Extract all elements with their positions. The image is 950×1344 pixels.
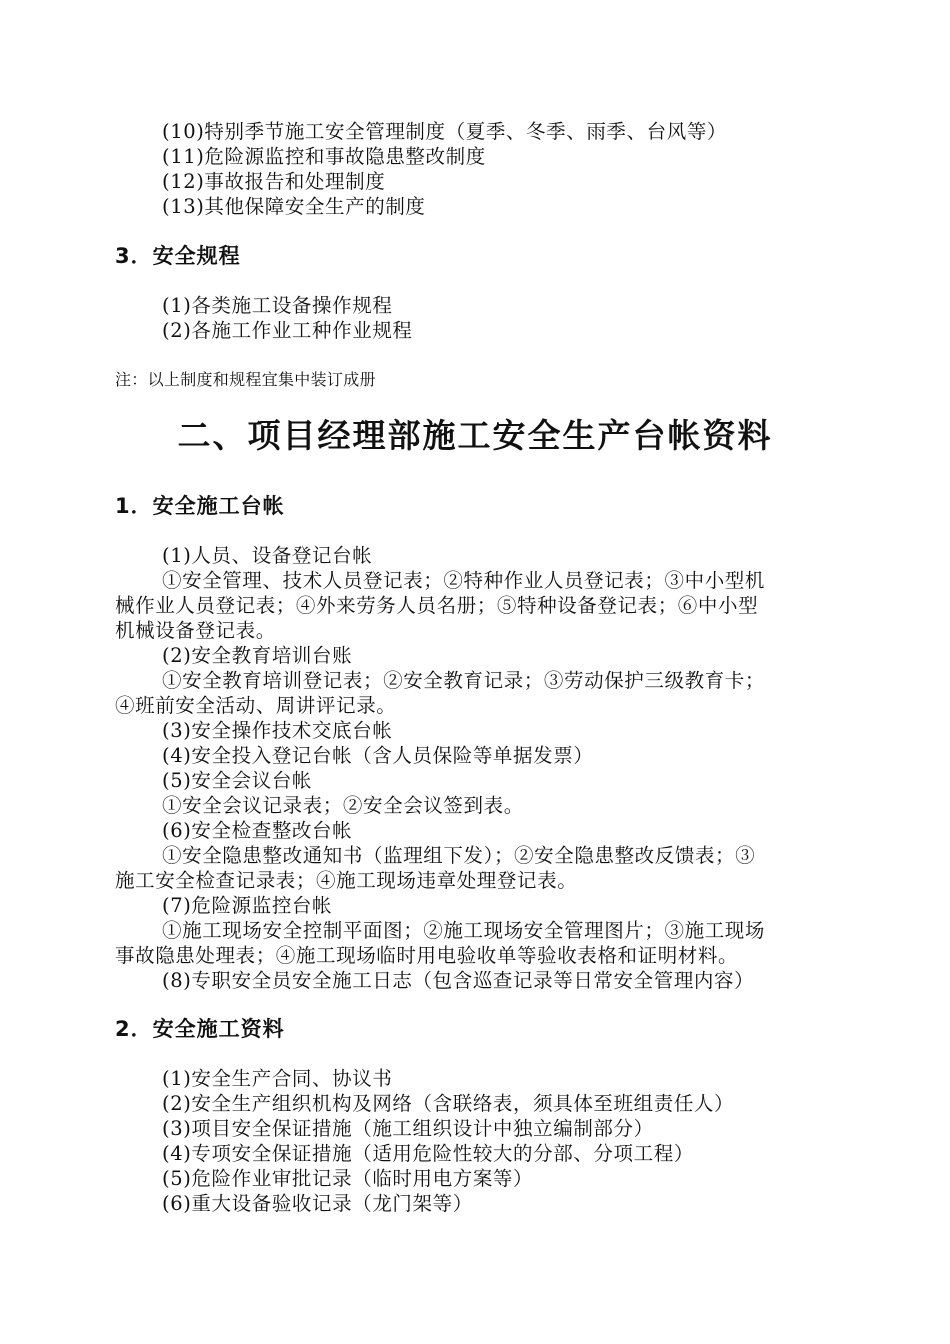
paragraph-line: (3)安全操作技术交底台帐 [162, 719, 393, 742]
paragraph-line: 机械设备登记表。 [115, 619, 276, 642]
paragraph-line: (6)安全检查整改台帐 [162, 819, 353, 842]
paragraph-line: ①安全隐患整改通知书（监理组下发）；②安全隐患整改反馈表；③ [162, 844, 756, 867]
paragraph-line: ①安全教育培训登记表；②安全教育记录；③劳动保护三级教育卡； [162, 669, 766, 692]
paragraph-line: (7)危险源监控台帐 [162, 894, 333, 917]
section-heading-ledger: 1．安全施工台帐 [115, 494, 285, 518]
list-item: (2)各施工作业工种作业规程 [162, 319, 413, 342]
list-item: (5)危险作业审批记录（临时用电方案等） [162, 1167, 534, 1190]
paragraph-line: 械作业人员登记表；④外来劳务人员名册；⑤特种设备登记表；⑥中小型 [115, 594, 759, 617]
list-item: (2)安全生产组织机构及网络（含联络表，须具体至班组责任人） [162, 1092, 735, 1115]
paragraph-line: (5)安全会议台帐 [162, 769, 313, 792]
list-item: (10)特别季节施工安全管理制度（夏季、冬季、雨季、台风等） [162, 120, 728, 143]
paragraph-line: (4)安全投入登记台帐（含人员保险等单据发票） [162, 744, 594, 767]
list-item: (12)事故报告和处理制度 [162, 170, 386, 193]
paragraph-line: (8)专职安全员安全施工日志（包含巡查记录等日常安全管理内容） [162, 969, 755, 992]
list-item: (1)安全生产合同、协议书 [162, 1067, 393, 1090]
paragraph-line: ①安全管理、技术人员登记表；②特种作业人员登记表；③中小型机 [162, 569, 766, 592]
section-heading-safety-rules: 3．安全规程 [115, 244, 241, 268]
section-heading-materials: 2．安全施工资料 [115, 1017, 285, 1041]
paragraph-line: (1)人员、设备登记台帐 [162, 544, 373, 567]
paragraph-line: (2)安全教育培训台账 [162, 644, 353, 667]
note-text: 注：以上制度和规程宜集中装订成册 [115, 370, 376, 389]
chapter-title: 二、项目经理部施工安全生产台帐资料 [177, 416, 773, 455]
list-item: (6)重大设备验收记录（龙门架等） [162, 1192, 473, 1215]
paragraph-line: ①安全会议记录表；②安全会议签到表。 [162, 794, 524, 817]
list-item: (13)其他保障安全生产的制度 [162, 195, 426, 218]
paragraph-line: ④班前安全活动、周讲评记录。 [115, 694, 397, 717]
list-item: (3)项目安全保证措施（施工组织设计中独立编制部分） [162, 1117, 654, 1140]
list-item: (11)危险源监控和事故隐患整改制度 [162, 145, 486, 168]
paragraph-line: ①施工现场安全控制平面图；②施工现场安全管理图片；③施工现场 [162, 919, 766, 942]
paragraph-line: 事故隐患处理表；④施工现场临时用电验收单等验收表格和证明材料。 [115, 944, 739, 967]
list-item: (1)各类施工设备操作规程 [162, 294, 393, 317]
paragraph-line: 施工安全检查记录表；④施工现场违章处理登记表。 [115, 869, 578, 892]
list-item: (4)专项安全保证措施（适用危险性较大的分部、分项工程） [162, 1142, 694, 1165]
